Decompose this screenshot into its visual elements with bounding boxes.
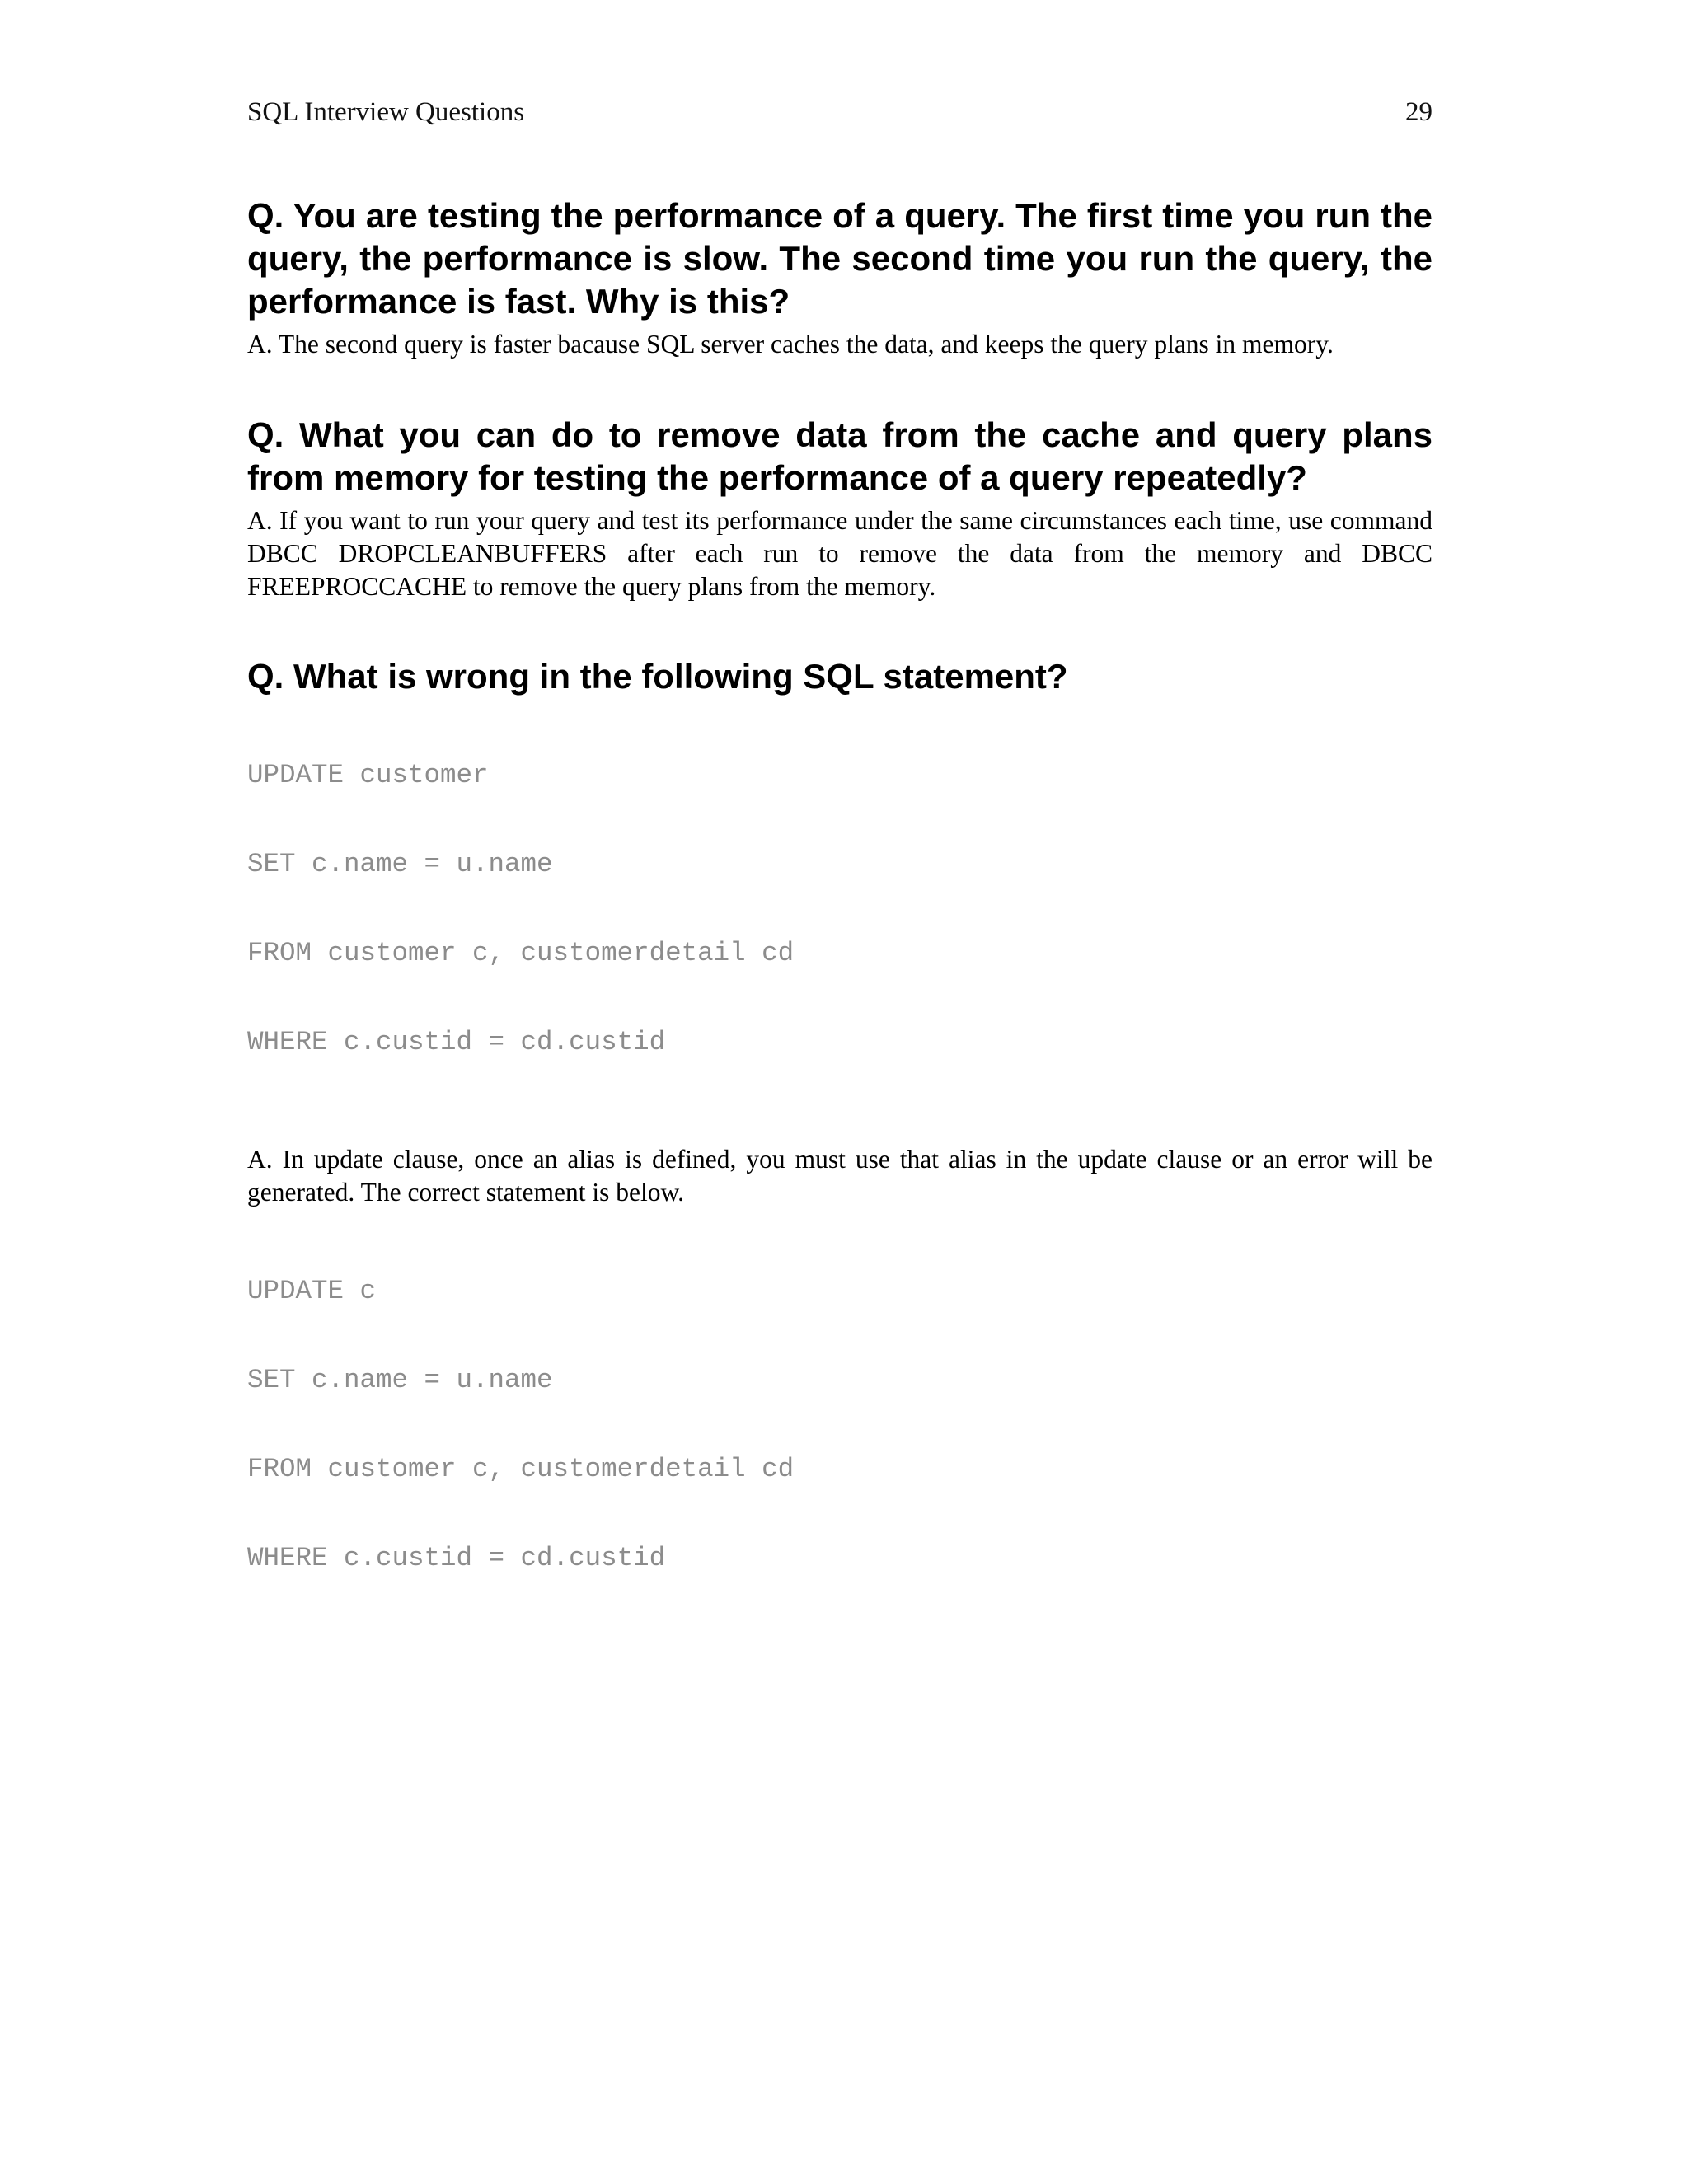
running-header — [247, 97, 1432, 137]
code-line: FROM customer c, customerdetail cd — [247, 1454, 795, 1484]
header-title: SQL Interview Questions — [247, 97, 525, 127]
page-number: 29 — [1405, 97, 1432, 127]
answer-3: A. In update clause, once an alias is defined, you must use that alias in the update clause or an error will be generated. The correct statement is below. — [247, 1145, 1432, 1207]
code-line: FROM customer c, customerdetail cd — [247, 938, 795, 968]
code-line: WHERE c.custid = cd.custid — [247, 1027, 666, 1057]
qa-item-3 — [247, 655, 1432, 1633]
answer-2: A. If you want to run your query and test its performance under the same circumstances each time, use command DBCC DROPCLEANBUFFERS after each run to remove the data from the memory and DBCC FREEPROCCACHE to remove the query plans from the memory. — [247, 506, 1432, 601]
code-block-correct — [247, 1217, 1432, 1633]
answer-1: A. The second query is faster bacause SQL server caches the data, and keeps the query plans in memory. — [247, 330, 1334, 359]
code-line: SET c.name = u.name — [247, 849, 553, 879]
qa-item-2 — [247, 414, 1432, 603]
code-block-wrong — [247, 701, 1432, 1117]
qa-item-1 — [247, 194, 1432, 361]
code-line: UPDATE c — [247, 1276, 377, 1306]
code-line: UPDATE customer — [247, 760, 489, 790]
code-line: WHERE c.custid = cd.custid — [247, 1543, 666, 1573]
code-line: SET c.name = u.name — [247, 1365, 553, 1395]
question-2: Q. What you can do to remove data from the cache and query plans from memory for testing the performance of a query repeatedly? — [247, 415, 1432, 497]
question-1: Q. You are testing the performance of a query. The first time you run the query, the performance is slow. The second time you run the query, the performance is fast. Why is this? — [247, 196, 1432, 321]
question-3: Q. What is wrong in the following SQL statement? — [247, 657, 1068, 696]
